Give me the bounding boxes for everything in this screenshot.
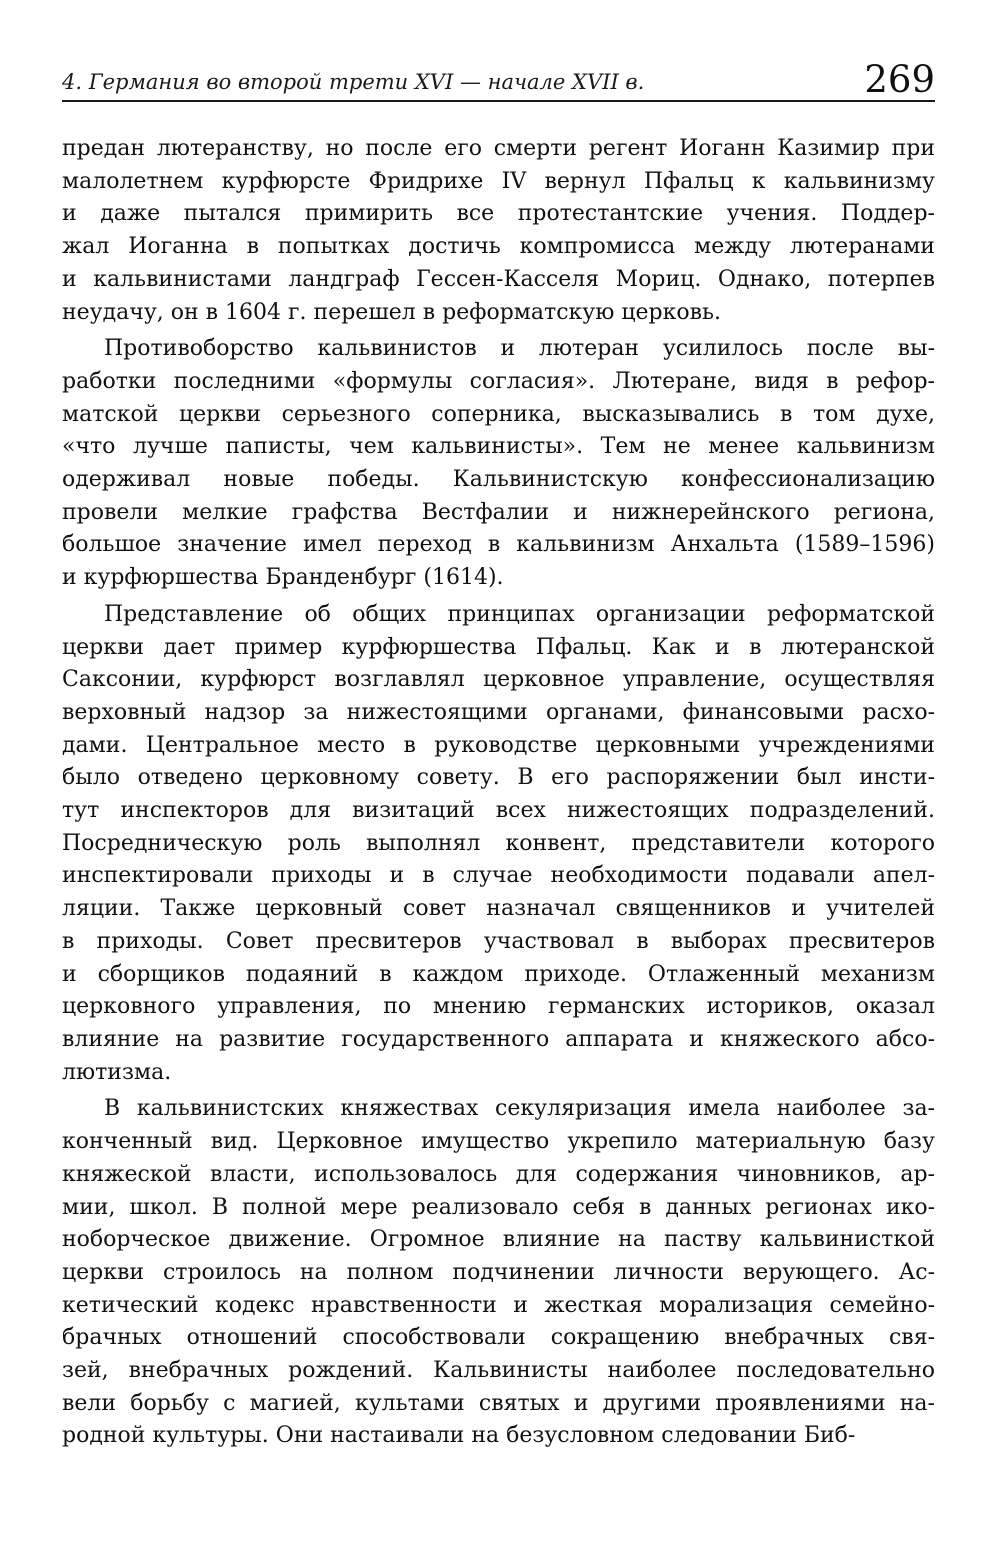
- text-body: [62, 133, 935, 1453]
- text-line: Посредническую роль выполнял конвент, представители которого: [62, 830, 936, 856]
- text-line: инспектировали приходы и в случае необходимости подавали апел-: [62, 863, 936, 889]
- text-line: В кальвинистских княжествах секуляризация имела наиболее за-: [104, 1096, 935, 1122]
- text-line: большое значение имел переход в кальвинизм Анхальта (1589–1596): [62, 532, 935, 558]
- text-line: неудачу, он в 1604 г. перешел в реформатскую церковь.: [62, 299, 721, 325]
- text-line: княжеской власти, использовалось для содержания чиновников, ар-: [62, 1161, 935, 1187]
- text-line: жал Иоганна в попытках достичь компромисса между лютеранами: [62, 234, 935, 260]
- text-line: родной культуры. Они настаивали на безусловном следовании Биб-: [62, 1423, 856, 1449]
- text-line: «что лучше паписты, чем кальвинисты». Тем не менее кальвинизм: [62, 434, 935, 460]
- text-line: церкви дает пример курфюршества Пфальц. Как и в лютеранской: [62, 634, 936, 660]
- running-header: [62, 52, 935, 102]
- text-line: было отведено церковному совету. В его распоряжении был инсти-: [62, 765, 936, 791]
- text-line: зей, внебрачных рождений. Кальвинисты наиболее последовательно: [62, 1358, 935, 1384]
- text-line: кетический кодекс нравственности и жесткая морализация семейно-: [62, 1292, 936, 1318]
- text-line: малолетнем курфюрсте Фридрихе IV вернул Пфальц к кальвинизму: [62, 168, 935, 194]
- paragraph-2: [62, 333, 935, 595]
- text-line: вели борьбу с магией, культами святых и другими проявлениями на-: [62, 1390, 935, 1416]
- text-line: конченный вид. Церковное имущество укрепило материальную базу: [62, 1129, 936, 1155]
- text-line: одерживал новые победы. Кальвинистскую конфессионализацию: [62, 467, 936, 493]
- text-line: матской церкви серьезного соперника, высказывались в том духе,: [62, 401, 935, 427]
- text-line: ляции. Также церковный совет назначал священников и учителей: [62, 896, 936, 922]
- paragraph-4: [62, 1093, 935, 1453]
- text-line: ноборческое движение. Огромное влияние на паству кальвинисткой: [62, 1227, 935, 1253]
- text-line: церковного управления, по мнению германских историков, оказал: [62, 994, 935, 1020]
- text-line: и кальвинистами ландграф Гессен-Касселя Мориц. Однако, потерпев: [62, 266, 936, 292]
- text-line: и курфюршества Бранденбург (1614).: [62, 565, 504, 591]
- text-line: верховный надзор за нижестоящими органами, финансовыми расхо-: [62, 699, 936, 725]
- paragraph-3: [62, 599, 935, 1090]
- text-line: в приходы. Совет пресвитеров участвовал в выборах пресвитеров: [62, 928, 935, 954]
- chapter-running-title: 4. Германия во второй трети XVI — начале XVII в.: [62, 70, 645, 94]
- text-line: работки последними «формулы согласия». Лютеране, видя в рефор-: [62, 368, 935, 394]
- text-line: и даже пытался примирить все протестантские учения. Поддер-: [62, 201, 935, 227]
- text-line: дами. Центральное место в руководстве церковными учреждениями: [62, 732, 935, 758]
- text-line: провели мелкие графства Вестфалии и нижнерейнского региона,: [62, 499, 936, 525]
- text-line: лютизма.: [62, 1059, 172, 1085]
- text-line: Представление об общих принципах организации реформатской: [104, 601, 936, 627]
- text-line: церкви строилось на полном подчинении личности верующего. Ас-: [62, 1259, 936, 1285]
- text-line: Саксонии, курфюрст возглавлял церковное управление, осуществляя: [62, 667, 935, 693]
- text-line: влияние на развитие государственного аппарата и княжеского абсо-: [62, 1026, 936, 1052]
- text-line: Противоборство кальвинистов и лютеран усилилось после вы-: [104, 336, 935, 362]
- text-line: предан лютеранству, но после его смерти регент Иоганн Казимир при: [62, 136, 936, 161]
- page-number: 269: [864, 58, 935, 101]
- text-line: тут инспекторов для визитаций всех нижестоящих подразделений.: [62, 798, 935, 824]
- paragraph-1: [62, 133, 935, 329]
- text-line: мии, школ. В полной мере реализовало себя в данных регионах ико-: [62, 1194, 936, 1220]
- text-line: и сборщиков подаяний в каждом приходе. Отлаженный механизм: [62, 961, 935, 987]
- text-line: брачных отношений способствовали сокращению внебрачных свя-: [62, 1325, 936, 1351]
